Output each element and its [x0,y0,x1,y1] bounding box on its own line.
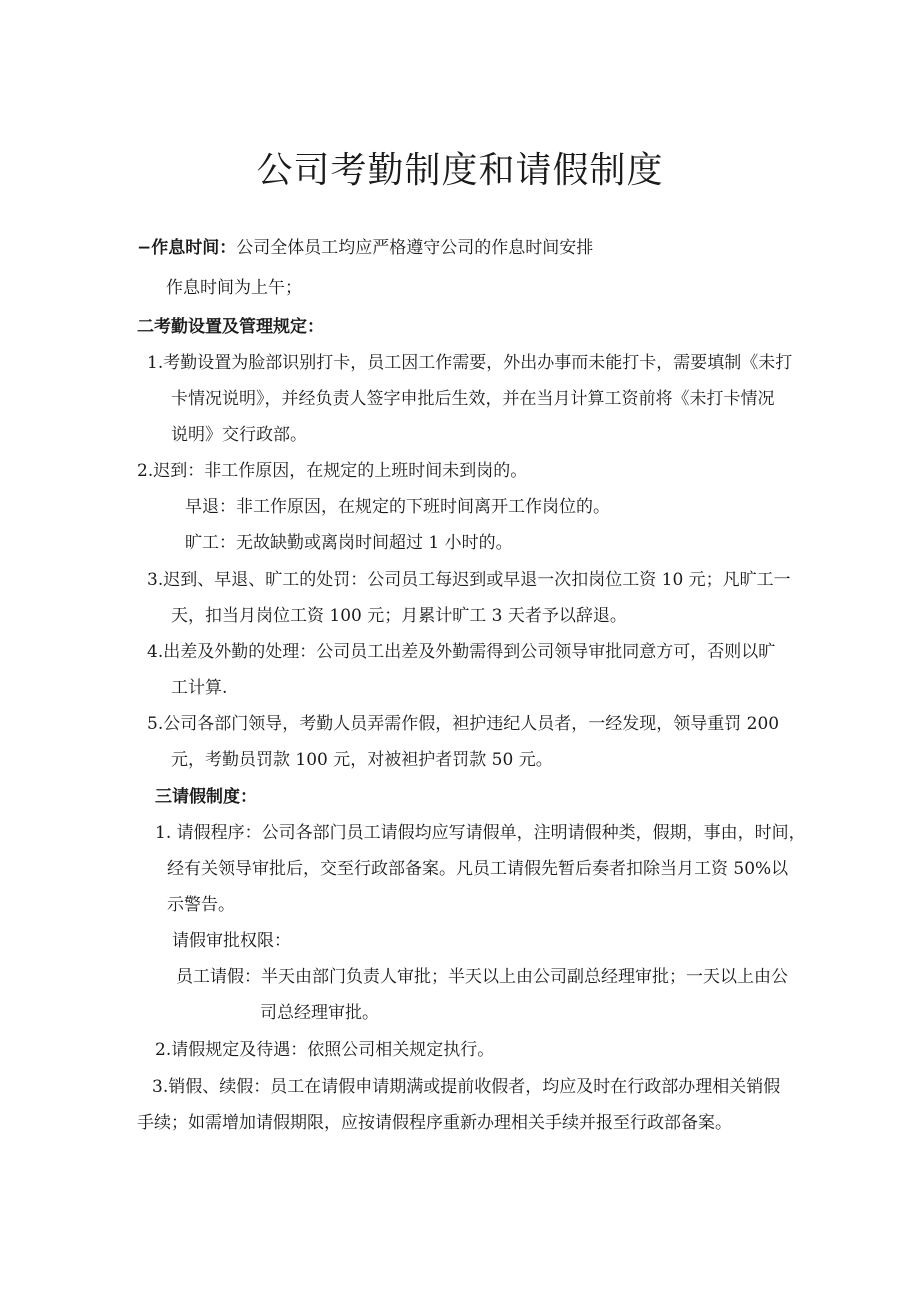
section-heading-leave: 三请假制度： [155,787,257,807]
attendance-item-1-line-1: 1.考勤设置为脸部识别打卡，员工因工作需要，外出办事而未能打卡，需要填制《未打 [147,353,793,373]
section-heading-work-hours: −作息时间： [137,238,237,258]
leave-item-3-line-1: 3.销假、续假：员工在请假申请期满或提前收假者，均应及时在行政部办理相关销假 [152,1077,781,1097]
leave-item-1-line-2: 经有关领导审批后，交至行政部备案。凡员工请假先暂后奏者扣除当月工资 50%以 [167,859,789,879]
section-heading-attendance: 二考勤设置及管理规定： [137,317,324,337]
document-title: 公司考勤制度和请假制度 [256,150,664,191]
attendance-item-4-line-1: 4.出差及外勤的处理：公司员工出差及外勤需得到公司领导审批同意方可，否则以旷 [147,642,776,662]
attendance-item-1-line-3: 说明》交行政部。 [171,425,307,445]
attendance-item-5-line-1: 5.公司各部门领导，考勤人员弄需作假，袒护违纪人员者，一经发现，领导重罚 200 [147,714,780,734]
attendance-item-2-line-2: 早退：非工作原因，在规定的下班时间离开工作岗位的。 [185,497,610,517]
leave-item-1-line-6: 司总经理审批。 [260,1003,379,1023]
leave-item-1-line-3: 示警告。 [167,895,235,915]
section-work-hours [137,236,593,260]
leave-item-2-line-1: 2.请假规定及待遇：依照公司相关规定执行。 [155,1040,495,1060]
attendance-item-2-line-1: 2.迟到：非工作原因，在规定的上班时间未到岗的。 [137,461,528,481]
attendance-item-3-line-1: 3.迟到、早退、旷工的处罚：公司员工每迟到或早退一次扣岗位工资 10 元；凡旷工一 [147,570,791,590]
attendance-item-4-line-2: 工计算. [171,678,228,698]
section-text-work-hours: 公司全体员工均应严格遵守公司的作息时间安排 [236,238,594,258]
leave-item-1-line-5: 员工请假：半天由部门负责人审批；半天以上由公司副总经理审批；一天以上由公 [176,967,788,987]
attendance-item-1-line-2: 卡情况说明》，并经负责人签字申批后生效，并在当月计算工资前将《未打卡情况 [171,389,775,409]
attendance-item-3-line-2: 天，扣当月岗位工资 100 元；月累计旷工 3 天者予以辞退。 [171,606,627,626]
attendance-item-5-line-2: 元，考勤员罚款 100 元，对被袒护者罚款 50 元。 [171,750,553,770]
leave-item-3-line-2: 手续；如需增加请假期限，应按请假程序重新办理相关手续并报至行政部备案。 [137,1113,732,1133]
leave-item-1-line-4: 请假审批权限： [172,931,291,951]
work-hours-line: 作息时间为上午； [166,278,302,298]
leave-item-1-line-1: 1. 请假程序：公司各部门员工请假均应写请假单，注明请假种类，假期，事由，时间， [155,823,806,843]
attendance-item-2-line-3: 旷工：无故缺勤或离岗时间超过 1 小时的。 [185,533,513,553]
